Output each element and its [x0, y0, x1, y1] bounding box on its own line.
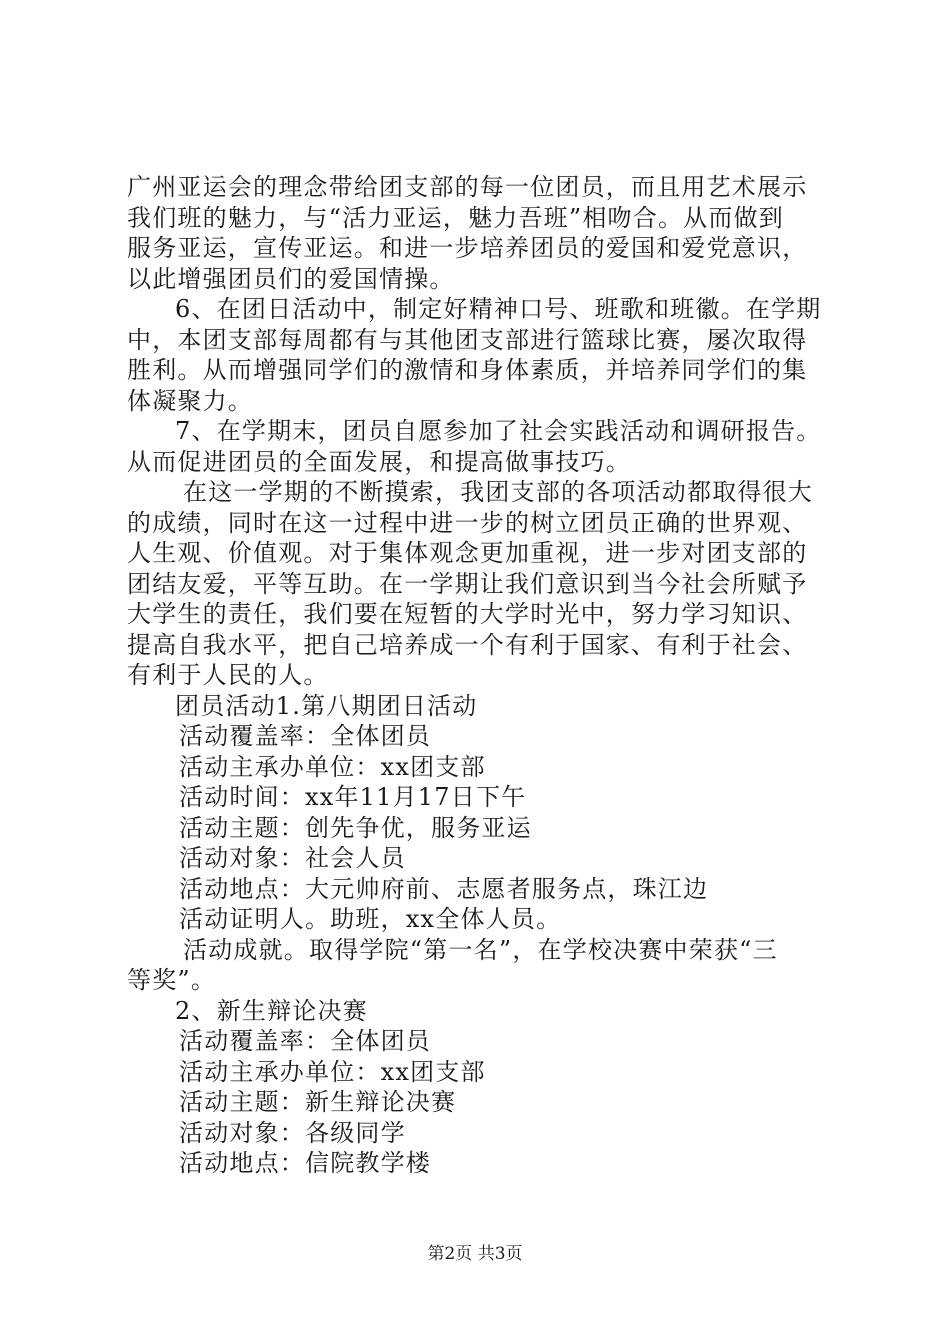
activity-field: 活动主承办单位：xx团支部: [179, 752, 486, 781]
activity-heading: 2、新生辩论决赛: [175, 996, 368, 1025]
body-line: 在这一学期的不断摸索，我团支部的各项活动都取得很大: [183, 478, 813, 506]
page-number: 第2页 共3页: [427, 1244, 523, 1264]
body-line: 7、在学期末，团员自愿参加了社会实践活动和调研报告。: [175, 417, 822, 445]
document-body: [127, 172, 827, 1179]
body-line: 团结友爱，平等互助。在一学期让我们意识到当今社会所赋予: [127, 569, 808, 598]
activity-field: 活动对象：社会人员: [179, 844, 406, 872]
body-line: 等奖”。: [127, 966, 217, 994]
activity-field: 活动主题：新生辩论决赛: [179, 1088, 457, 1116]
body-line: 有利于人民的人。: [127, 661, 329, 689]
body-line: 服务亚运，宣传亚运。和进一步培养团员的爱国和爱党意识，: [127, 234, 808, 262]
activity-field: 活动地点：信院教学楼: [179, 1149, 431, 1177]
body-line: 广州亚运会的理念带给团支部的每一位团员，而且用艺术展示: [127, 173, 808, 201]
body-line: 人生观、价值观。对于集体观念更加重视，进一步对团支部的: [127, 539, 808, 567]
activity-field: 活动覆盖率：全体团员: [179, 1027, 431, 1055]
activity-field: 活动覆盖率：全体团员: [179, 722, 431, 750]
activity-field: 活动主承办单位：xx团支部: [179, 1057, 486, 1086]
body-line: 大学生的责任，我们要在短暂的大学时光中，努力学习知识、: [127, 600, 808, 628]
activity-field: 活动对象：各级同学: [179, 1118, 406, 1147]
body-line: 体凝聚力。: [127, 386, 253, 415]
activity-field: 活动时间：xx年11月17日下午: [179, 783, 527, 811]
page-footer: [0, 1244, 950, 1264]
activity-field: 活动成就。取得学院“第一名”，在学校决赛中荣获“三: [183, 935, 778, 964]
body-line: 提高自我水平，把自己培养成一个有利于国家、有利于社会、: [127, 630, 808, 659]
body-line: 从而促进团员的全面发展，和提高做事技巧。: [127, 447, 631, 476]
body-line: 中，本团支部每周都有与其他团支部进行篮球比赛，屡次取得: [127, 325, 808, 354]
activity-field: 活动主题：创先争优，服务亚运: [179, 813, 532, 842]
activity-field: 活动地点：大元帅府前、志愿者服务点，珠江边: [179, 874, 709, 903]
body-line: 我们班的魅力，与“活力亚运，魅力吾班”相吻合。从而做到: [127, 203, 784, 232]
activity-heading: 团员活动1.第八期团日活动: [175, 691, 478, 720]
body-line: 6、在团日活动中，制定好精神口号、班歌和班徽。在学期: [175, 295, 822, 323]
activity-field: 活动证明人。助班，xx全体人员。: [179, 905, 562, 933]
body-line: 的成绩，同时在这一过程中进一步的树立团员正确的世界观、: [127, 508, 808, 537]
body-line: 胜利。从而增强同学们的激情和身体素质，并培养同学们的集: [127, 356, 808, 384]
body-line: 以此增强团员们的爱国情操。: [127, 264, 455, 293]
